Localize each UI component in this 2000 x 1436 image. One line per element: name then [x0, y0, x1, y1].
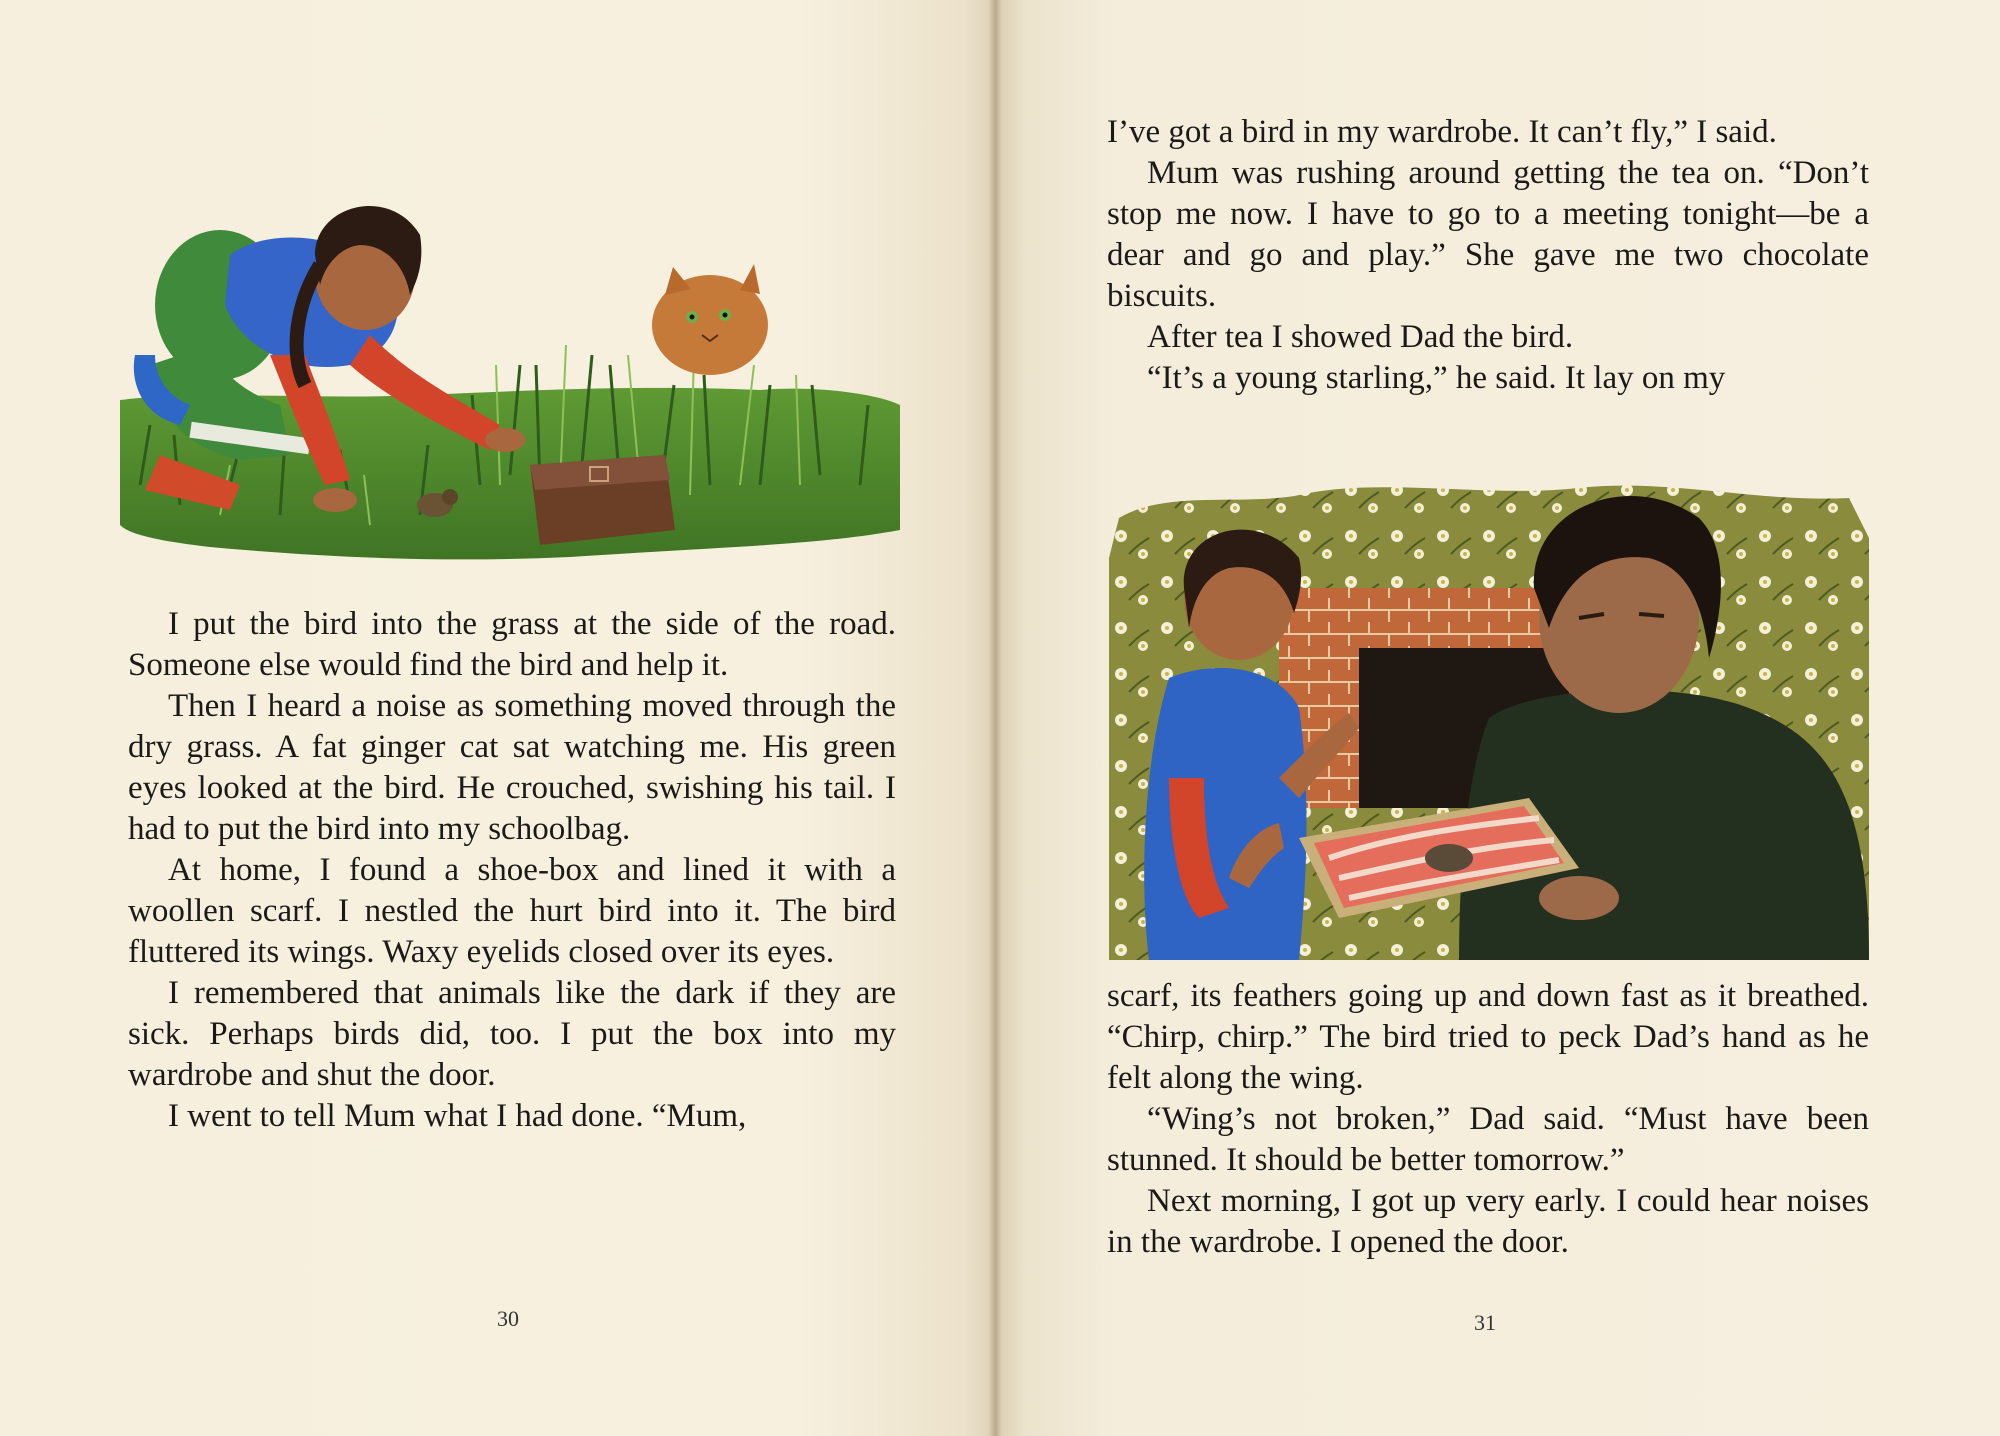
- paragraph: I’ve got a bird in my wardrobe. It can’t fly,” I said.: [1107, 114, 1777, 150]
- paragraph: Then I heard a noise as something moved through the dry grass. A fat ginger cat sat watching me. His green eyes looked at the bird. He crouched, swishing his tail. I had to put the bird into my schoolbag.: [128, 688, 896, 847]
- left-page-text: [128, 604, 896, 1137]
- girl-and-cat-illustration: [120, 185, 900, 565]
- right-page: [995, 0, 2000, 1436]
- paragraph: At home, I found a shoe-box and lined it with a woollen scarf. I nestled the hurt bird into it. The bird fluttered its wings. Waxy eyelids closed over its eyes.: [128, 852, 896, 970]
- right-page-text-top: [1107, 112, 1869, 399]
- paragraph: “It’s a young starling,” he said. It lay on my: [1147, 360, 1726, 396]
- paragraph: “Wing’s not broken,” Dad said. “Must have been stunned. It should be better tomorrow.”: [1107, 1101, 1869, 1178]
- paragraph: Next morning, I got up very early. I could hear noises in the wardrobe. I opened the door.: [1107, 1183, 1869, 1260]
- paragraph: I went to tell Mum what I had done. “Mum,: [168, 1098, 747, 1134]
- paragraph: I put the bird into the grass at the side of the road. Someone else would find the bird and help it.: [128, 606, 896, 683]
- dad-and-girl-illustration: [1109, 478, 1869, 960]
- page-number-right: 31: [1474, 1310, 1496, 1335]
- paragraph: scarf, its feathers going up and down fast as it breathed. “Chirp, chirp.” The bird tried to peck Dad’s hand as he felt along the wing.: [1107, 978, 1869, 1096]
- paragraph: Mum was rushing around getting the tea on. “Don’t stop me now. I have to go to a meeting tonight—be a dear and go and play.” She gave me two chocolate biscuits.: [1107, 155, 1869, 314]
- page-number-left: 30: [497, 1306, 519, 1331]
- left-page: [0, 0, 995, 1436]
- paragraph: I remembered that animals like the dark if they are sick. Perhaps birds did, too. I put the box into my wardrobe and shut the door.: [128, 975, 896, 1093]
- right-page-text-bottom: [1107, 976, 1869, 1263]
- book-gutter: [988, 0, 1002, 1436]
- paragraph: After tea I showed Dad the bird.: [1147, 319, 1574, 355]
